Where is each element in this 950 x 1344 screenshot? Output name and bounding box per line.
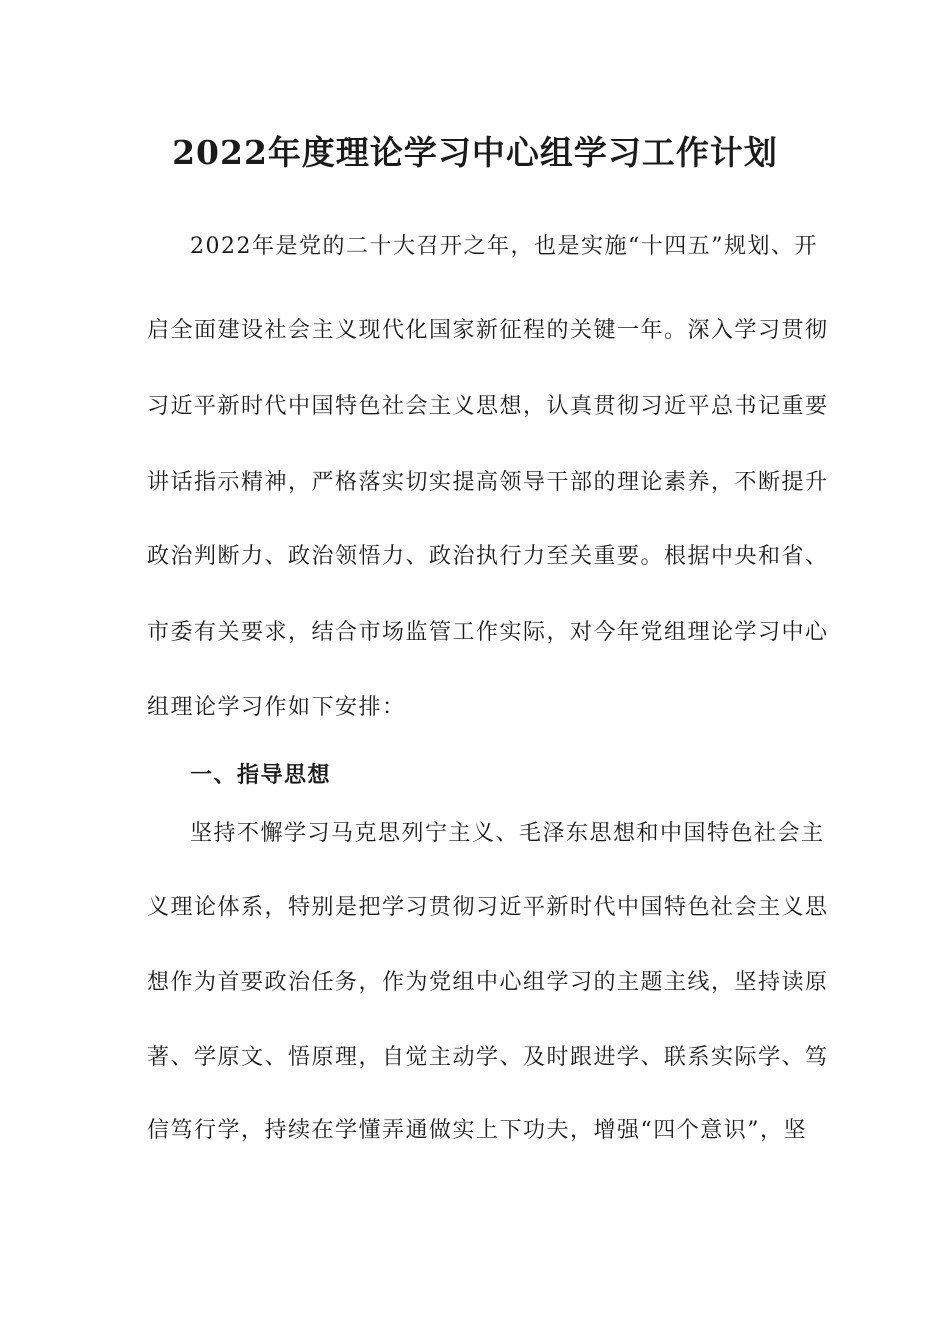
paragraph-line: 坚持不懈学习马克思列宁主义、毛泽东思想和中国特色社会主: [190, 821, 825, 846]
paragraph-line: 著、学原文、悟原理，自觉主动学、及时跟进学、联系实际学、笃: [147, 1045, 829, 1070]
section-heading: 一、指导思想: [190, 763, 332, 788]
paragraph-line: 讲话指示精神，严格落实切实提高领导干部的理论素养，不断提升: [147, 470, 829, 495]
paragraph-line: 启全面建设社会主义现代化国家新征程的关键一年。深入学习贯彻: [147, 318, 829, 343]
paragraph-line: 政治判断力、政治领悟力、政治执行力至关重要。根据中央和省、: [147, 544, 829, 569]
paragraph-line: 2022年是党的二十大召开之年，也是实施“十四五”规划、开: [190, 234, 818, 259]
paragraph-line: 习近平新时代中国特色社会主义思想，认真贯彻习近平总书记重要: [147, 394, 829, 419]
document-title: 2022年度理论学习中心组学习工作计划: [172, 133, 778, 172]
paragraph-line: 组理论学习作如下安排：: [147, 695, 406, 720]
paragraph-line: 想作为首要政治任务，作为党组中心组学习的主题主线，坚持读原: [147, 970, 829, 995]
paragraph-line: 市委有关要求，结合市场监管工作实际，对今年党组理论学习中心: [147, 620, 829, 645]
paragraph-line: 义理论体系，特别是把学习贯彻习近平新时代中国特色社会主义思: [147, 895, 829, 920]
paragraph-line: 信笃行学，持续在学懂弄通做实上下功夫，增强“四个意识”，坚: [147, 1118, 807, 1143]
